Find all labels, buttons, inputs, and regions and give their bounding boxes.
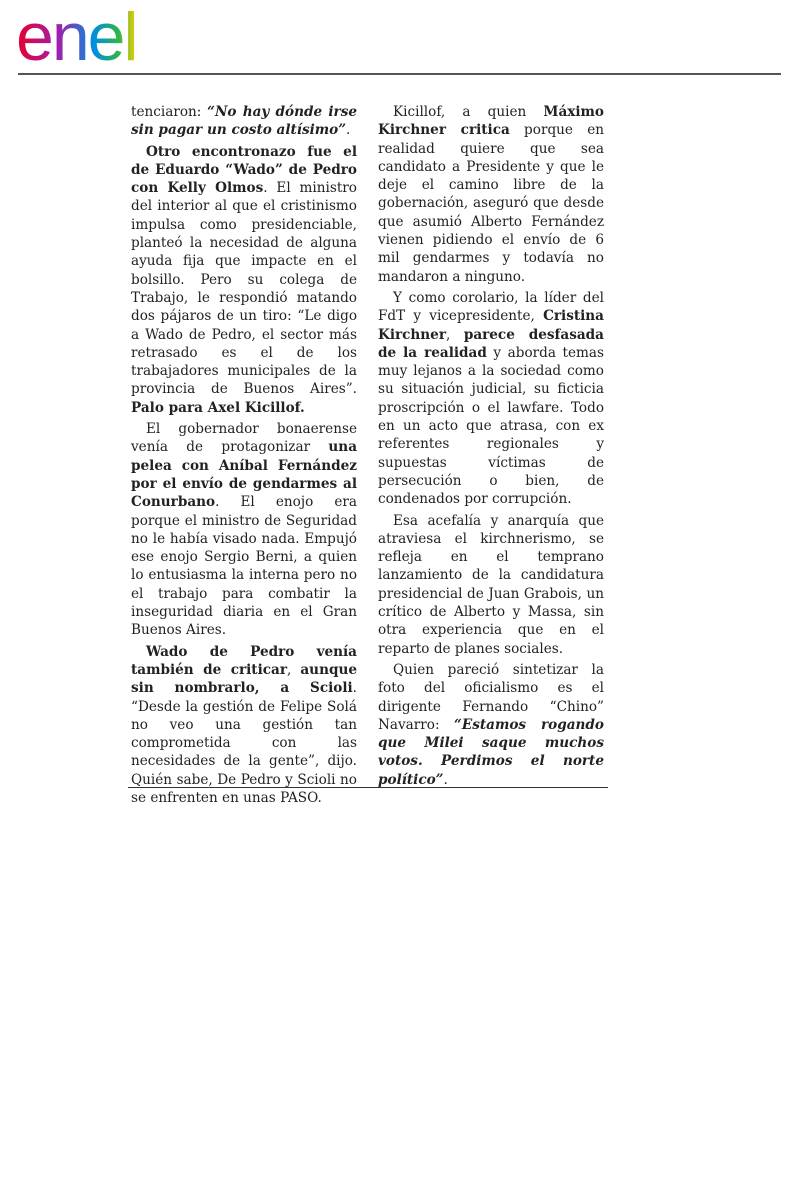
emphasis-text: “No hay dónde irse sin pagar un costo altísimo” [131,104,357,139]
emphasis-text: Máximo Kirchner critica [378,104,604,139]
emphasis-text: “Estamos rogando que Milei saque muchos votos. Perdimos el norte político” [378,716,604,788]
body-text: , [446,326,464,343]
body-text: . [346,122,351,139]
body-text: El gobernador bonaerense venía de protagonizar [131,421,357,456]
body-text: Kicillof, a quien [393,104,544,120]
emphasis-text: parece desfasada de la realidad [378,326,604,361]
body-text: tenciaron: [131,104,208,120]
emphasis-text: aunque sin nombrarlo, a Scioli [131,661,357,697]
article-paragraph [378,103,604,286]
body-text: porque en realidad quiere que sea candidato a Presidente y que le deje el camino libre de la gobernación, aseguró que desde que asumió Alberto Fernández vienen pidiendo el envío de 6 mil gendarmes y todavía no mandaron a ninguno. [378,122,604,285]
body-text: , [287,661,301,678]
svg-text:enel: enel [16,4,137,68]
article-paragraph [378,289,604,509]
emphasis-text: Palo para Axel Kicillof. [131,399,305,416]
body-text: . [443,771,448,788]
article-paragraph [131,143,357,417]
body-text: Y como corolario, la líder del FdT y vicepresidente, [378,289,604,325]
article-paragraph [131,103,357,140]
emphasis-text: Wado de Pedro venía también de criticar [131,643,357,678]
body-text: Esa acefalía y anarquía que atraviesa el kirchnerismo, se refleja en el temprano lanzamiento de la candidatura presidencial de Juan Grabois, un crítico de Alberto y Massa, sin otra experiencia que en el reparto de planes sociales. [378,512,604,657]
body-text: y aborda temas muy lejanos a la sociedad como su situación judicial, su ficticia proscripción o el lawfare. Todo en un acto que atrasa, con ex referentes regionales y supuestas víctimas de persecución o bien, de condenados por corrupción. [378,344,604,508]
article-paragraph [131,643,357,808]
emphasis-text: Cristina Kirchner [378,308,604,343]
article-paragraph [378,661,604,789]
emphasis-text: Otro encontronazo fue el de Eduardo “Wado” de Pedro con Kelly Olmos [131,143,357,197]
article-paragraph [131,420,357,640]
body-text: . El ministro del interior al que el cristinismo impulsa como presidenciable, planteó la necesidad de alguna ayuda fija que impacte en el bolsillo. Pero su colega de Trabajo, le respondió matando dos pájaros de un tiro: “Le digo a Wado de Pedro, el sector más retrasado es el de los trabajadores municipales de la provincia de Buenos Aires”. [131,180,357,398]
article-end-rule [128,787,608,788]
article-paragraph [378,512,604,658]
enel-logo [16,4,182,68]
body-text: . “Desde la gestión de Felipe Solá no veo una gestión tan comprometida con las necesidades de la gente”, dijo. Quién sabe, De Pedro y Scioli no se enfrenten en unas PASO. [131,680,357,806]
header-divider [18,73,781,75]
article-column-left [131,103,357,810]
article-column-right [378,103,604,792]
body-text: Quien pareció sintetizar la foto del oficialismo es el dirigente Fernando “Chino” Navarro: [378,661,604,733]
emphasis-text: una pelea con Aníbal Fernández por el envío de gendarmes al Conurbano [131,439,357,511]
body-text: . El enojo era porque el ministro de Seguridad no le había visado nada. Empujó ese enojo Sergio Berni, a quien lo entusiasma la interna pero no el trabajo para combatir la inseguridad diaria en el Gran Buenos Aires. [131,494,357,639]
